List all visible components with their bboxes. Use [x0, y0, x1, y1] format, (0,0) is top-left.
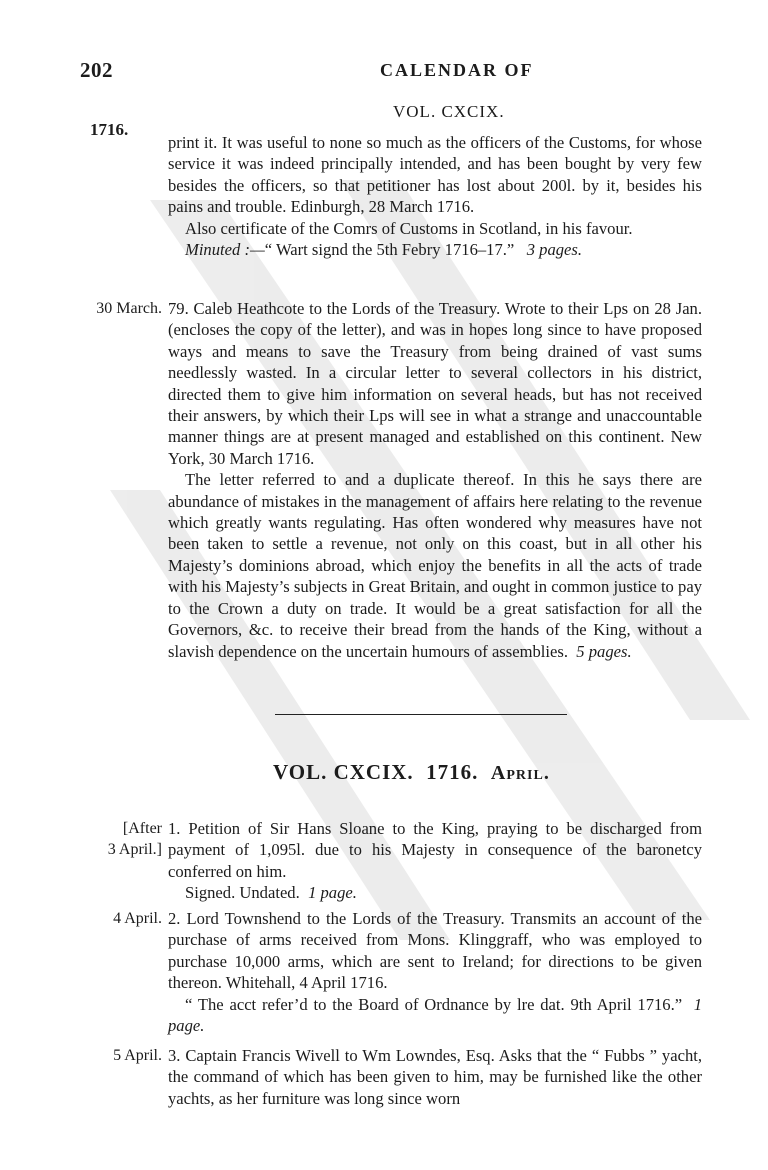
entry-paragraph: 79. Caleb Heathcote to the Lords of the Treasury. Wrote to their Lps on 28 Jan. (encloses the copy of the letter), and was in hopes long since to have proposed ways and means to save the Treasury from being drained of vast sums needlessly wasted. In a circular letter to several collectors in his district, directed them to give him information on several heads, but has not received their answers, by which their Lps will see in what a strange and unaccountable manner things are at present managed and established on this continent. New York, 30 March 1716.	[168, 299, 702, 468]
section-month: April.	[490, 762, 550, 784]
section-divider	[275, 714, 567, 715]
page-count: 5 pages.	[576, 641, 632, 661]
entry-paragraph	[168, 882, 702, 903]
minute-text: “ Wart signd the 5th Febry 1716–17.”	[264, 240, 515, 260]
entry-paragraph: Also certificate of the Comrs of Customs in Scotland, in his favour.	[185, 218, 633, 238]
entry-text: The letter referred to and a duplicate thereof. In this he says there are abundance of mistakes in the management of affairs here relating to the revenue which greatly wants regulating. Has often wondered why measures have not been taken to settle a revenue, not only on this coast, but in all other his Majesty’s dominions abroad, which enjoy the benefits in all the acts of trade with his Majesty’s subjects in Great Britain, and ought in common justice to pay to the Crown a duty on trade. It would be a great satisfaction for all the Governors, &c. to receive their bread from the hands of the King, without a slavish dependence on the uncertain humours of assemblies.	[168, 470, 702, 661]
entry-79	[168, 298, 702, 662]
entry-text: Signed. Undated.	[185, 883, 300, 903]
page-count: 1 page.	[168, 994, 703, 1036]
date-line: [After	[122, 820, 162, 837]
section-heading	[273, 760, 550, 785]
date-line: 3 April.]	[107, 841, 162, 858]
entry-3	[168, 1045, 702, 1109]
volume-subheading: VOL. CXCIX.	[393, 102, 505, 121]
entry-date: 4 April.	[113, 910, 162, 927]
entry-minute	[168, 239, 702, 260]
entry-date: 5 April.	[113, 1047, 162, 1064]
page-header	[0, 58, 768, 82]
page-count: 3 pages.	[526, 240, 583, 260]
section-year: 1716.	[426, 760, 479, 784]
entry-paragraph: 1. Petition of Sir Hans Sloane to the King, praying to be discharged from payment of 1,095l. due to his Majesty in consequence of the baronetcy conferred on him.	[168, 819, 702, 881]
entry-1	[168, 818, 702, 904]
page-count: 1 page.	[308, 883, 357, 903]
section-volume: VOL. CXCIX.	[273, 760, 414, 784]
minuted-label: Minuted :—	[185, 240, 265, 260]
entry-paragraph: 2. Lord Townshend to the Lords of the Treasury. Transmits an account of the purchase of arms received from Mons. Klinggraff, who was employed to purchase 10,000 arms, which are sent to Ireland; for directions to be given thereon. Whitehall, 4 April 1716.	[168, 909, 702, 993]
entry-date	[74, 818, 162, 860]
entry-2	[168, 908, 702, 1036]
entry-continued	[168, 132, 702, 260]
entry-date: 30 March.	[96, 300, 162, 317]
page-number: 202	[80, 58, 113, 82]
entry-paragraph	[168, 469, 702, 662]
entry-paragraph	[168, 994, 702, 1037]
year-margin-note: 1716.	[90, 120, 129, 139]
entry-text: “ The acct refer’d to the Board of Ordnance by lre dat. 9th April 1716.”	[185, 994, 683, 1014]
running-title: CALENDAR OF	[380, 60, 534, 80]
entry-paragraph: 3. Captain Francis Wivell to Wm Lowndes, Esq. Asks that the “ Fubbs ” yacht, the command of which has been given to him, may be furnished like the other yachts, as her furniture was long since worn	[168, 1046, 702, 1108]
entry-paragraph: print it. It was useful to none so much as the officers of the Customs, for whose service it was indeed principally intended, and has been bought by very few besides the officers, so that petitioner has lost about 200l. by it, besides his pains and trouble. Edinburgh, 28 March 1716.	[168, 133, 702, 217]
